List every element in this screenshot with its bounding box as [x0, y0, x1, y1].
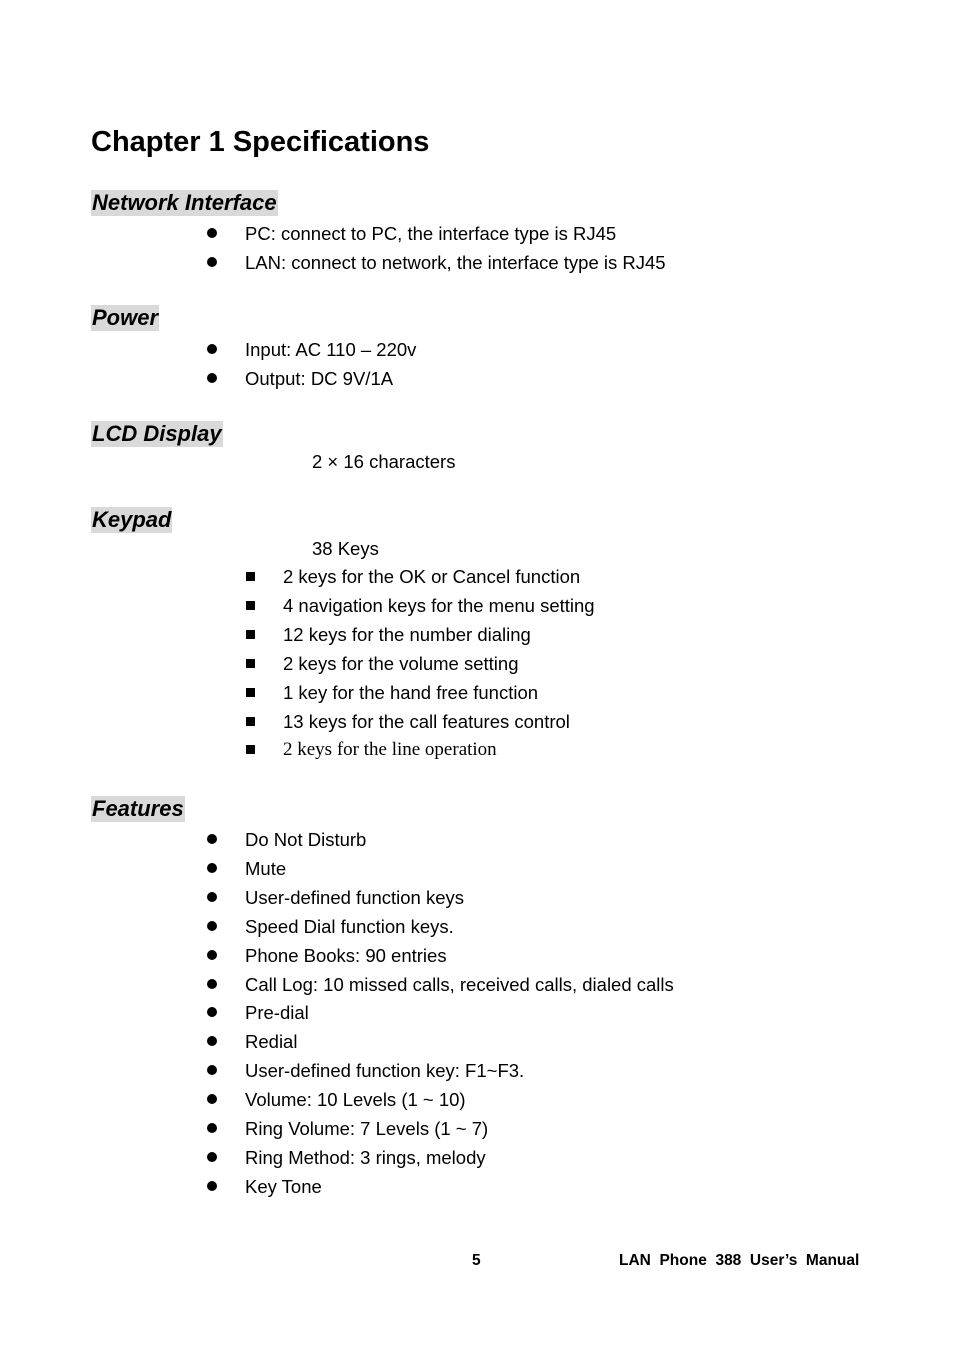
bullet-icon: [207, 1007, 217, 1017]
list-item: Key Tone: [245, 1176, 322, 1197]
list-item: 2 keys for the OK or Cancel function: [283, 566, 581, 587]
square-bullet-icon: [246, 717, 255, 726]
list-item: Speed Dial function keys.: [245, 916, 454, 937]
list-item: Mute: [245, 858, 287, 879]
section-heading-lcd-display: LCD Display: [92, 421, 222, 446]
bullet-icon: [207, 1036, 217, 1046]
bullet-icon: [207, 892, 217, 902]
square-bullet-icon: [246, 572, 255, 581]
list-item: Phone Books: 90 entries: [245, 945, 447, 966]
list-item: Ring Volume: 7 Levels (1 ~ 7): [245, 1118, 489, 1139]
section-heading-power: Power: [92, 305, 159, 330]
section-heading-features: Features: [92, 796, 184, 821]
list-item: User-defined function key: F1~F3.: [245, 1060, 525, 1081]
square-bullet-icon: [246, 688, 255, 697]
bullet-icon: [207, 1152, 217, 1162]
page-title: Chapter 1 Specifications: [91, 126, 430, 158]
list-item: Ring Method: 3 rings, melody: [245, 1147, 486, 1168]
bullet-icon: [207, 1094, 217, 1104]
list-item: 1 key for the hand free function: [283, 682, 539, 703]
list-item: 4 navigation keys for the menu setting: [283, 595, 595, 616]
square-bullet-icon: [246, 745, 255, 754]
list-item: Input: AC 110 – 220v: [245, 339, 417, 360]
bullet-icon: [207, 834, 217, 844]
list-item: Pre-dial: [245, 1002, 309, 1023]
bullet-icon: [207, 1181, 217, 1191]
bullet-icon: [207, 228, 217, 238]
bullet-icon: [207, 257, 217, 267]
bullet-icon: [207, 863, 217, 873]
bullet-icon: [207, 373, 217, 383]
square-bullet-icon: [246, 601, 255, 610]
list-item: Call Log: 10 missed calls, received calls, dialed calls: [245, 974, 674, 995]
list-item: Volume: 10 Levels (1 ~ 10): [245, 1089, 466, 1110]
list-item: Redial: [245, 1031, 298, 1052]
footer-manual-title: LAN Phone 388 User’s Manual: [619, 1252, 860, 1269]
list-item: Output: DC 9V/1A: [245, 368, 394, 389]
section-heading-keypad: Keypad: [92, 507, 172, 532]
keypad-spec-text: 38 Keys: [312, 538, 379, 559]
square-bullet-icon: [246, 630, 255, 639]
list-item: 2 keys for the volume setting: [283, 653, 519, 674]
list-item: Do Not Disturb: [245, 829, 367, 850]
bullet-icon: [207, 950, 217, 960]
page-number: 5: [472, 1252, 481, 1269]
bullet-icon: [207, 344, 217, 354]
list-item: 13 keys for the call features control: [283, 711, 570, 732]
list-item: PC: connect to PC, the interface type is RJ45: [245, 223, 617, 244]
bullet-icon: [207, 1065, 217, 1075]
square-bullet-icon: [246, 659, 255, 668]
bullet-icon: [207, 921, 217, 931]
list-item: 2 keys for the line operation: [283, 739, 497, 760]
section-heading-network-interface: Network Interface: [92, 190, 277, 215]
bullet-icon: [207, 1123, 217, 1133]
list-item: LAN: connect to network, the interface type is RJ45: [245, 252, 666, 273]
bullet-icon: [207, 979, 217, 989]
lcd-spec-text: 2 × 16 characters: [312, 451, 456, 472]
list-item: User-defined function keys: [245, 887, 465, 908]
list-item: 12 keys for the number dialing: [283, 624, 531, 645]
